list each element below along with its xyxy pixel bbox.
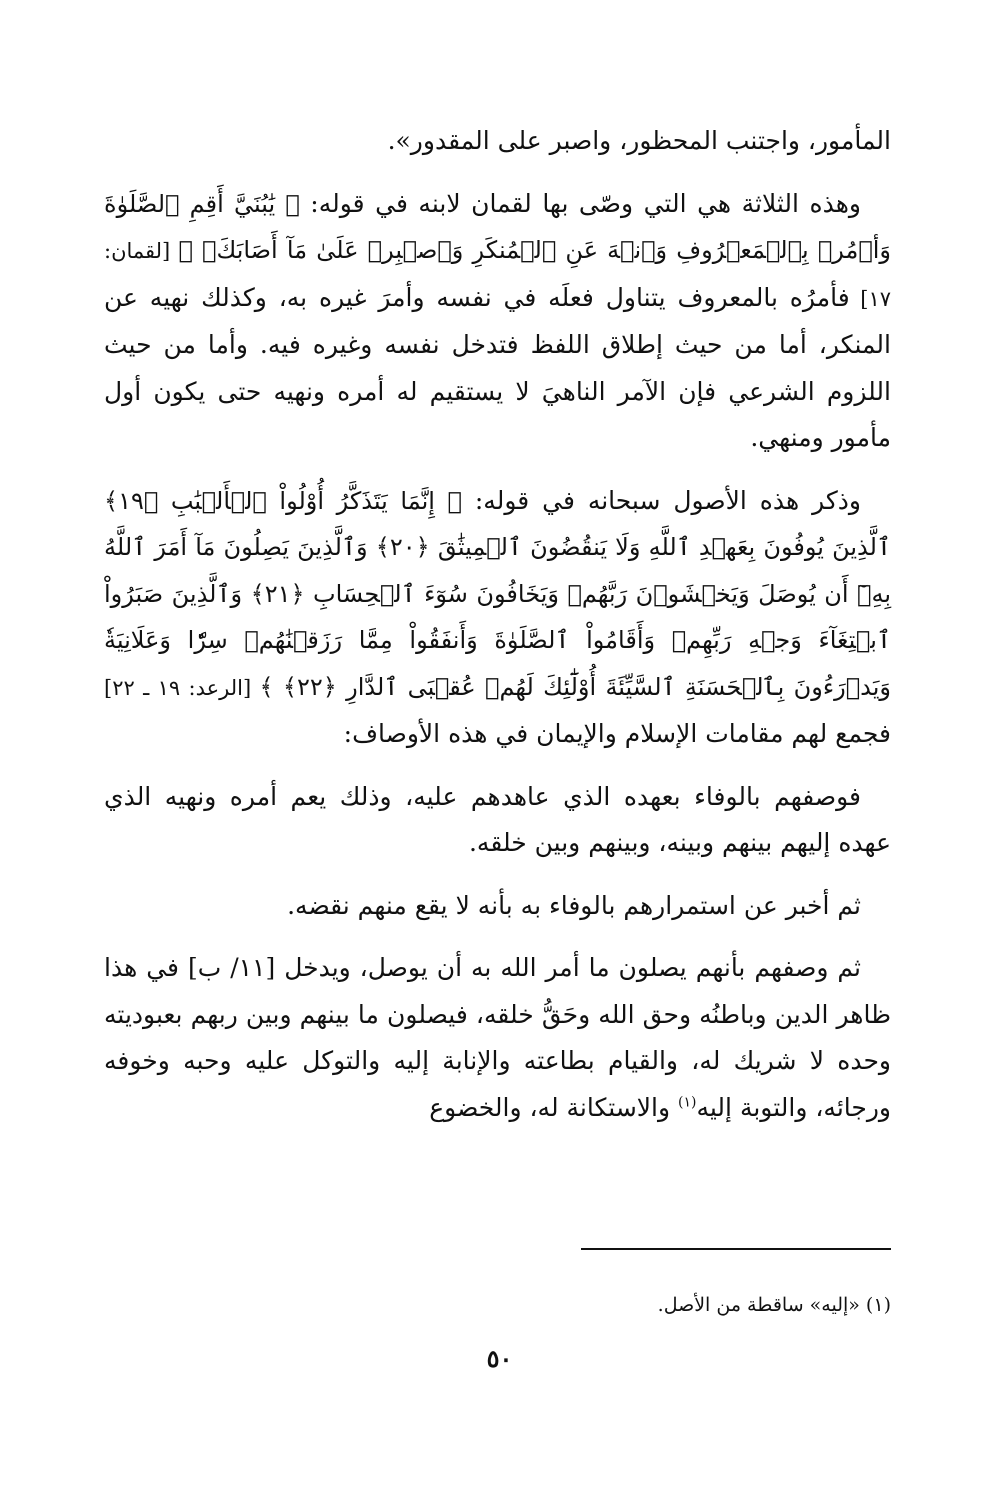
footnote: (١) «إليه» ساقطة من الأصل. — [657, 1294, 891, 1316]
footnote-marker: (١) — [678, 1094, 697, 1111]
main-text — [104, 118, 891, 1147]
paragraph-rest: فأمرُه بالمعروف يتناول فعلَه في نفسه وأمرَ غيره به، وكذلك نهيه عن المنكر، أما من حيث إطلاق اللفظ فتدخل نفسه وغيره فيه. وأما من حيث اللزوم الشرعي فإن الآمر الناهيَ لا يستقيم له أمره ونهيه حتى يكون أول مأمور ومنهي. — [104, 282, 891, 452]
verse-reference: [الرعد: ١٩ ـ ٢٢] — [104, 675, 260, 700]
footnote-divider — [581, 1248, 891, 1250]
paragraph-lead: ثم وصفهم بأنهم يصلون ما أمر الله به أن يوصل، ويدخل [١١/ ب] في هذا ظاهر الدين وباطنُه وحق الله وحَقُّ خلقه، فيصلون ما بينهم وبين ربهم بعبوديته وحده لا شريك له، والقيام بطاعته والإنابة إليه والتوكل عليه وحبه وخوفه ورجائه، والتوبة إليه — [104, 953, 891, 1122]
paragraph-3 — [104, 478, 891, 758]
quran-verse: ﴿ يَٰبُنَيَّ أَقِمِ ٱلصَّلَوٰةَ وَأۡمُرۡ بِٱلۡمَعۡرُوفِ وَٱنۡهَ عَنِ ٱلۡمُنكَرِ وَٱصۡبِرۡ عَلَىٰ مَآ أَصَابَكَۖ ﴾ — [104, 189, 891, 264]
paragraph-text: المأمور، واجتنب المحظور، واصبر على المقدور». — [387, 126, 891, 155]
paragraph-1 — [104, 118, 891, 165]
paragraph-lead: وذكر هذه الأصول سبحانه في قوله: — [461, 485, 861, 515]
paragraph-text: فوصفهم بالوفاء بعهده الذي عاهدهم عليه، وذلك يعم أمره ونهيه الذي عهده إليهم بينهم وبينه، وبينهم وبين خلقه. — [104, 781, 891, 857]
paragraph-6 — [104, 945, 891, 1131]
paragraph-rest: فجمع لهم مقامات الإسلام والإيمان في هذه الأوصاف: — [343, 719, 891, 748]
paragraph-5 — [104, 883, 891, 930]
quran-verse: ﴿ إِنَّمَا يَتَذَكَّرُ أُوْلُواْ ٱلۡأَلۡبَٰبِ ﴿١٩﴾ ٱلَّذِينَ يُوفُونَ بِعَهۡدِ ٱللَّهِ وَلَا يَنقُضُونَ ٱلۡمِيثَٰقَ ﴿٢٠﴾ وَٱلَّذِينَ يَصِلُونَ مَآ أَمَرَ ٱللَّهُ بِهِۦٓ أَن يُوصَلَ وَيَخۡشَوۡنَ رَبَّهُمۡ وَيَخَافُونَ سُوٓءَ ٱلۡحِسَابِ ﴿٢١﴾ وَٱلَّذِينَ صَبَرُواْ ٱبۡتِغَآءَ وَجۡهِ رَبِّهِمۡ وَأَقَامُواْ ٱلصَّلَوٰةَ وَأَنفَقُواْ مِمَّا رَزَقۡنَٰهُمۡ سِرّٗا وَعَلَانِيَةٗ وَيَدۡرَءُونَ بِٱلۡحَسَنَةِ ٱلسَّيِّئَةَ أُوْلَٰٓئِكَ لَهُمۡ عُقۡبَى ٱلدَّارِ ﴿٢٢﴾ ﴾ — [104, 486, 892, 701]
paragraph-lead: وهذه الثلاثة هي التي وصّى بها لقمان لابنه في قوله: — [299, 188, 861, 218]
paragraph-text: ثم أخبر عن استمرارهم بالوفاء به بأنه لا يقع منهم نقضه. — [287, 890, 861, 920]
paragraph-4 — [104, 774, 891, 867]
page-number: ٥٠ — [486, 1344, 513, 1373]
verse-reference: [لقمان: ١٧] — [104, 239, 892, 311]
paragraph-2 — [104, 181, 891, 462]
paragraph-rest: والاستكانة له، والخضوع — [429, 1092, 679, 1122]
